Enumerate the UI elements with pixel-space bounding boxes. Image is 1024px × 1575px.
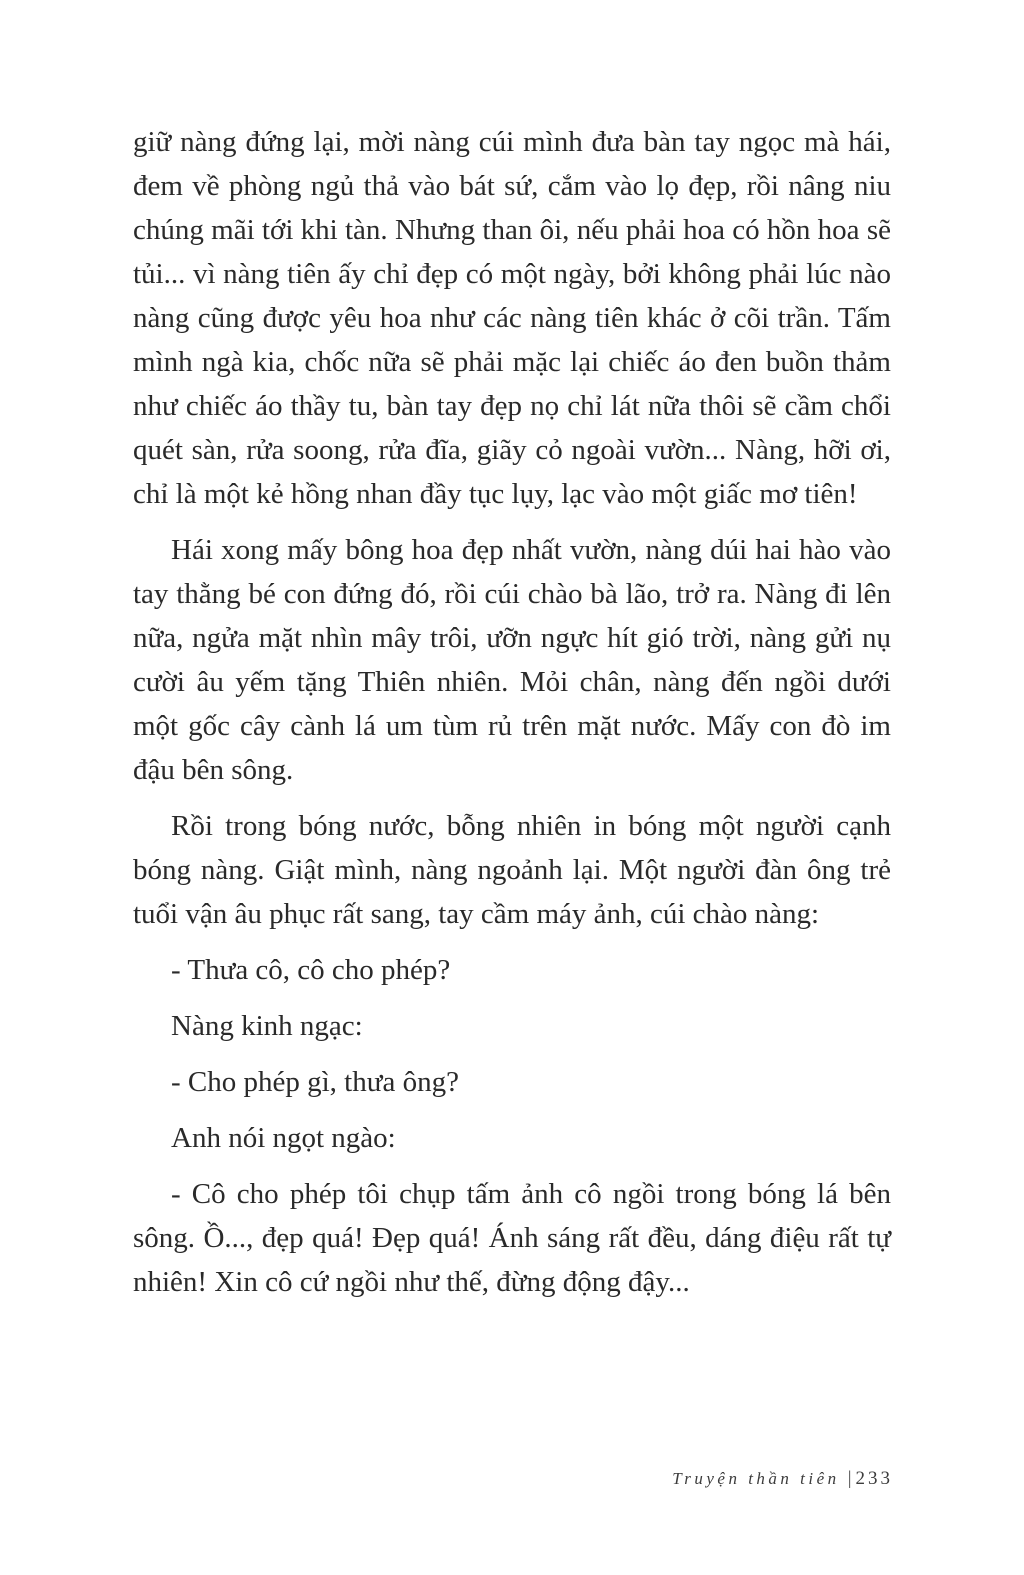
narration-line: Anh nói ngọt ngào: [171, 1122, 396, 1154]
running-title: Truyện thần tiên [672, 1469, 840, 1488]
paragraph: Rồi trong bóng nước, bỗng nhiên in bóng một người cạnh bóng nàng. Giật mình, nàng ngoảnh lại. Một người đàn ông trẻ tuổi vận âu phục rất sang, tay cầm máy ảnh, cúi chào nàng: [133, 810, 891, 930]
page-footer [672, 1468, 893, 1490]
body-text [133, 120, 891, 1304]
page-number: 233 [855, 1468, 893, 1489]
paragraph: giữ nàng đứng lại, mời nàng cúi mình đưa bàn tay ngọc mà hái, đem về phòng ngủ thả vào bát sứ, cắm vào lọ đẹp, rồi nâng niu chúng mãi tới khi tàn. Nhưng than ôi, nếu phải hoa có hồn hoa sẽ tủi... vì nàng tiên ấy chỉ đẹp có một ngày, bởi không phải lúc nào nàng cũng được yêu hoa như các nàng tiên khác ở cõi trần. Tấm mình ngà kia, chốc nữa sẽ phải mặc lại chiếc áo đen buồn thảm như chiếc áo thầy tu, bàn tay đẹp nọ chỉ lát nữa thôi sẽ cầm chổi quét sàn, rửa soong, rửa đĩa, giãy cỏ ngoài vườn... Nàng, hỡi ơi, chỉ là một kẻ hồng nhan đầy tục lụy, lạc vào một giấc mơ tiên! [133, 126, 891, 510]
dialogue-line: - Cho phép gì, thưa ông? [171, 1066, 459, 1098]
narration-line: Nàng kinh ngạc: [171, 1010, 363, 1042]
footer-separator: | [847, 1468, 852, 1489]
dialogue-line: - Thưa cô, cô cho phép? [171, 954, 451, 986]
dialogue-line: - Cô cho phép tôi chụp tấm ảnh cô ngồi trong bóng lá bên sông. Ồ..., đẹp quá! Đẹp quá! Ánh sáng rất đều, dáng điệu rất tự nhiên! Xin cô cứ ngồi như thế, đừng động đậy... [133, 1178, 891, 1298]
paragraph: Hái xong mấy bông hoa đẹp nhất vườn, nàng dúi hai hào vào tay thằng bé con đứng đó, rồi cúi chào bà lão, trở ra. Nàng đi lên nữa, ngửa mặt nhìn mây trôi, ưỡn ngực hít gió trời, nàng gửi nụ cười âu yếm tặng Thiên nhiên. Mỏi chân, nàng đến ngồi dưới một gốc cây cành lá um tùm rủ trên mặt nước. Mấy con đò im đậu bên sông. [133, 534, 891, 786]
